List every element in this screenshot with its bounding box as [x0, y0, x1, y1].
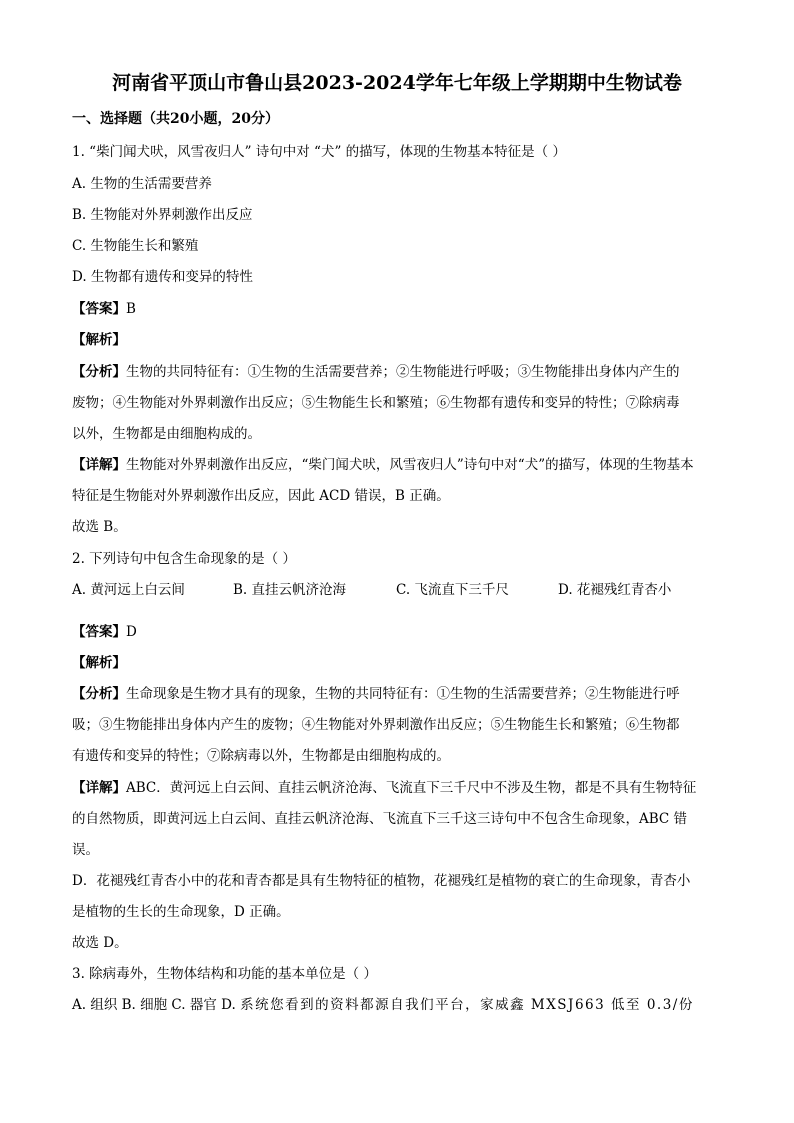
q1-option-d: D. 生物都有遗传和变异的特性 — [72, 269, 253, 285]
q2-fenxi-line1 — [72, 682, 680, 702]
q2-xiangjie-line3: 误。 — [72, 842, 99, 858]
q1-xiangjie-line2: 特征是生物能对外界刺激作出反应，因此 ACD 错误，B 正确。 — [72, 488, 450, 504]
q1-fenxi-line1 — [72, 360, 680, 380]
q1-fenxi-line3: 以外，生物都是由细胞构成的。 — [72, 426, 261, 442]
q1-option-b: B. 生物能对外界刺激作出反应 — [72, 207, 253, 223]
xiangjie-text: ABC．黄河远上白云间、直挂云帆济沧海、飞流直下三千尺中不涉及生物，都是不具有生物特征 — [126, 780, 697, 796]
q3-options: A. 组织 B. 细胞 C. 器官 D. — [72, 997, 236, 1013]
answer-value: B — [126, 301, 136, 317]
q2-xiangjie-line1 — [72, 776, 696, 796]
xiangjie-text: 生物能对外界刺激作出反应，“柴门闻犬吠，风雪夜归人”诗句中对“犬”的描写，体现的生物基本 — [126, 457, 694, 473]
q2-option-c: C. 飞流直下三千尺 — [396, 582, 509, 598]
q1-stem: 1. “柴门闻犬吠，风雪夜归人” 诗句中对 “犬” 的描写，体现的生物基本特征是（ ） — [72, 144, 566, 160]
q1-answer — [72, 297, 136, 317]
q1-jiexi-tag: 【解析】 — [72, 332, 126, 348]
q1-option-a: A. 生物的生活需要营养 — [72, 176, 212, 192]
q1-conclusion: 故选 B。 — [72, 519, 127, 535]
q3-option-d-overlay-text: 系统您看到的资料都源自我们平台，家威鑫 MXSJ663 低至 0.3/份 — [240, 997, 694, 1013]
q2-answer — [72, 620, 137, 640]
fenxi-tag: 【分析】 — [72, 364, 126, 380]
fenxi-text: 生命现象是生物才具有的现象，生物的共同特征有：①生物的生活需要营养；②生物能进行呼 — [126, 686, 680, 702]
q2-stem: 2. 下列诗句中包含生命现象的是（ ） — [72, 551, 296, 567]
fenxi-tag: 【分析】 — [72, 686, 126, 702]
q2-option-a: A. 黄河远上白云间 — [72, 582, 185, 598]
q2-conclusion: 故选 D。 — [72, 935, 128, 951]
q1-xiangjie-line1 — [72, 453, 694, 473]
q2-option-d: D. 花褪残红青杏小 — [558, 582, 672, 598]
q3-options-row — [72, 993, 694, 1013]
answer-tag: 【答案】 — [72, 301, 126, 317]
q2-xiangjie-line2: 的自然物质，即黄河远上白云间、直挂云帆济沧海、飞流直下三千这三诗句中不包含生命现象，ABC 错 — [72, 811, 688, 827]
fenxi-text: 生物的共同特征有：①生物的生活需要营养；②生物能进行呼吸；③生物能排出身体内产生的 — [126, 364, 680, 380]
q1-option-c: C. 生物能生长和繁殖 — [72, 238, 199, 254]
q2-option-b: B. 直挂云帆济沧海 — [233, 582, 347, 598]
xiangjie-tag: 【详解】 — [72, 780, 126, 796]
q3-stem: 3. 除病毒外，生物体结构和功能的基本单位是（ ） — [72, 966, 377, 982]
q2-fenxi-line3: 有遗传和变异的特性；⑦除病毒以外，生物都是由细胞构成的。 — [72, 748, 450, 764]
page-title: 河南省平顶山市鲁山县2023-2024学年七年级上学期期中生物试卷 — [112, 72, 682, 94]
q1-fenxi-line2: 废物；④生物能对外界刺激作出反应；⑤生物能生长和繁殖；⑥生物都有遗传和变异的特性；⑦除病毒 — [72, 395, 680, 411]
xiangjie-tag: 【详解】 — [72, 457, 126, 473]
answer-tag: 【答案】 — [72, 624, 126, 640]
q2-xiangjie-line4: D．花褪残红青杏小中的花和青杏都是具有生物特征的植物，花褪残红是植物的衰亡的生命现象，青杏小 — [72, 873, 691, 889]
answer-value: D — [126, 624, 137, 640]
q2-xiangjie-line5: 是植物的生长的生命现象，D 正确。 — [72, 904, 290, 920]
q2-jiexi-tag: 【解析】 — [72, 655, 126, 671]
section-heading: 一、选择题（共20小题，20分） — [72, 111, 279, 127]
q2-fenxi-line2: 吸；③生物能排出身体内产生的废物；④生物能对外界刺激作出反应；⑤生物能生长和繁殖；⑥生物都 — [72, 717, 680, 733]
